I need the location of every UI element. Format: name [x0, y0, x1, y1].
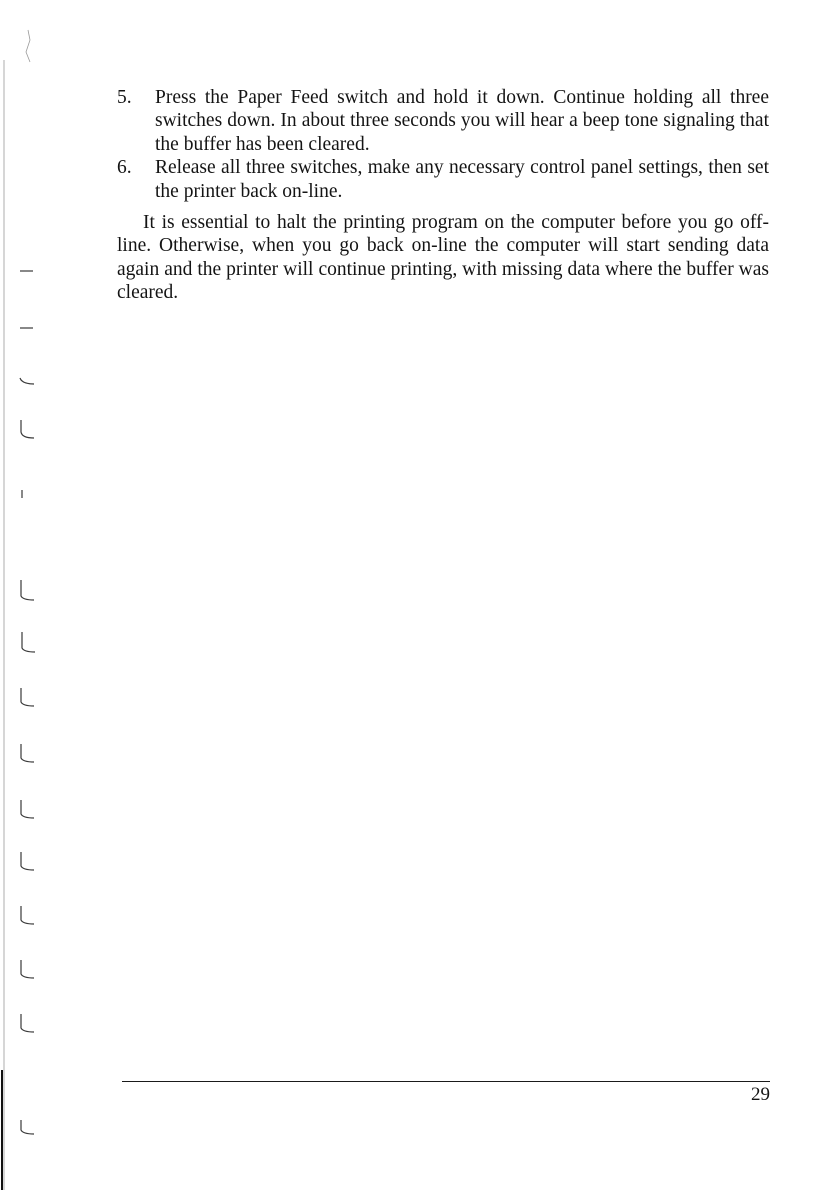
- step-number: 5.: [117, 87, 132, 108]
- steps-list: [117, 86, 769, 203]
- footer-divider: [122, 1081, 770, 1082]
- step-text: Press the Paper Feed switch and hold it down. Continue holding all three switches down. In about three seconds you will hear a beep tone signaling that the buffer has been cleared.: [155, 87, 769, 155]
- body-paragraph: It is essential to halt the printing program on the computer before you go off-line. Otherwise, when you go back on-line the computer will start sending data again and the printer will continue printing, with missing data where the buffer was cleared.: [117, 212, 769, 304]
- page-number: 29: [751, 1084, 770, 1105]
- binding-edge-marks: [0, 0, 40, 1190]
- step-number: 6.: [117, 157, 132, 179]
- list-item: [117, 156, 769, 203]
- list-item: [117, 86, 769, 156]
- step-text: Release all three switches, make any necessary control panel settings, then set the printer back on-line.: [155, 157, 769, 202]
